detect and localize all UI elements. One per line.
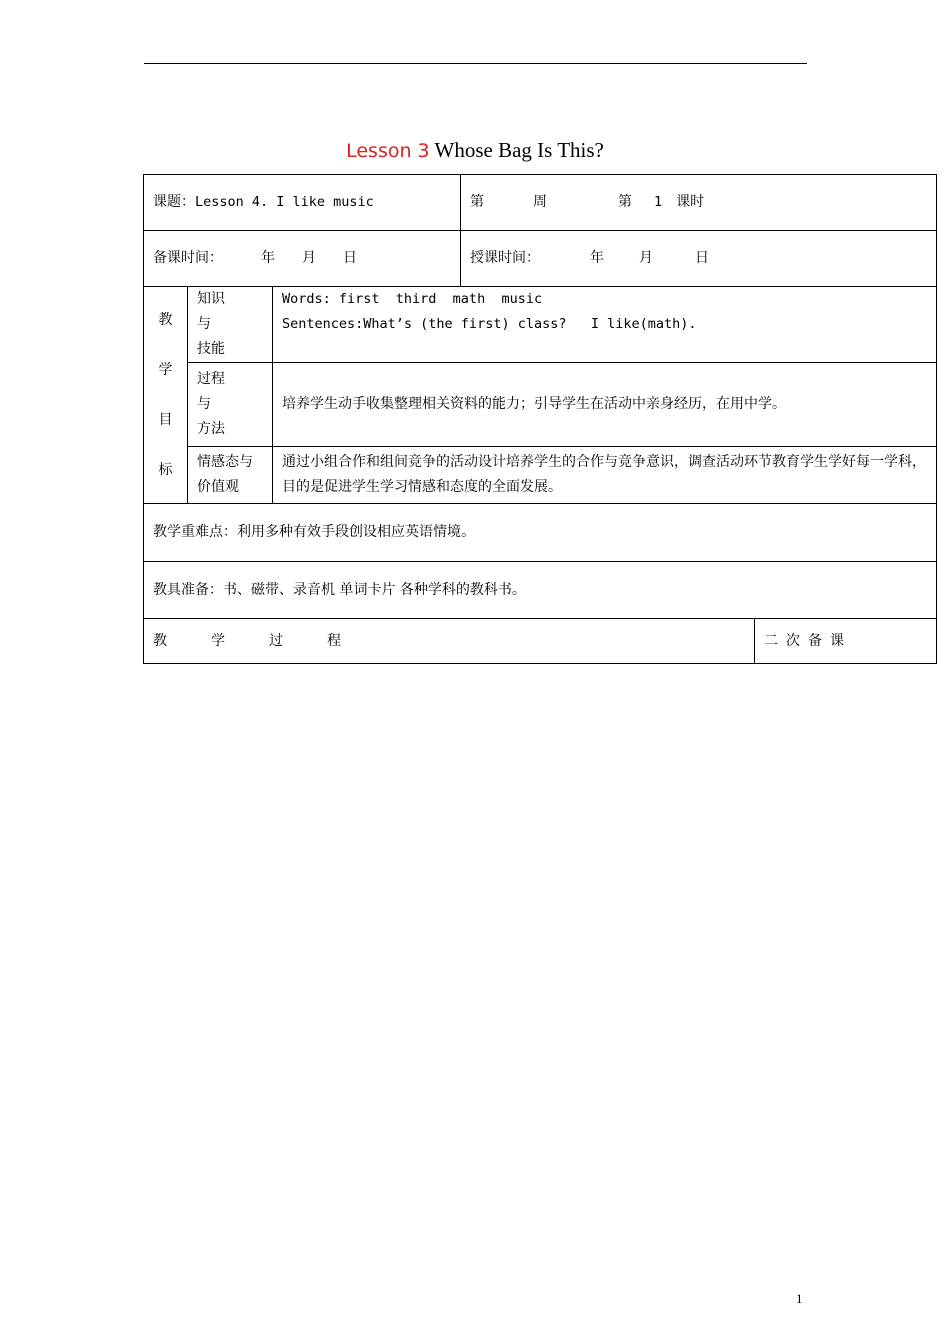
process-header-char-2: 学: [211, 632, 225, 649]
prep-time-cell: [144, 231, 461, 287]
table-row-materials: [144, 562, 937, 619]
page-number: 1: [796, 1291, 803, 1306]
week-period-cell: [461, 175, 937, 231]
materials-text: 教具准备：书、磁带、录音机 单词卡片 各种学科的教科书。: [153, 581, 526, 598]
second-prep-header-cell: [755, 619, 937, 664]
goals-char-4: 标: [158, 462, 173, 478]
process-header-char-3: 过: [269, 632, 283, 649]
second-prep-char-1: 二: [764, 632, 778, 649]
materials-cell: [144, 562, 937, 619]
process-label-3: 方法: [197, 421, 225, 437]
table-row-topic: [144, 175, 937, 231]
process-label-cell: [188, 363, 273, 447]
process-label-1: 过程: [197, 371, 225, 387]
table-row-knowledge: [144, 287, 937, 363]
table-row-emotion: [144, 447, 937, 504]
emotion-label-cell: [188, 447, 273, 504]
process-header-char-1: 教: [153, 632, 167, 649]
table-row-process-header: [144, 619, 937, 664]
process-label-2: 与: [197, 396, 211, 412]
lesson-plan-table: [143, 174, 937, 664]
prep-month: 月: [302, 250, 316, 266]
process-text: 培养学生动手收集整理相关资料的能力；引导学生在活动中亲身经历，在用中学。: [282, 396, 786, 412]
teach-time-label: 授课时间：: [470, 250, 540, 266]
second-prep-char-2: 次: [786, 632, 800, 649]
process-content-cell: [273, 363, 937, 447]
week-label-1: 第: [470, 194, 484, 210]
goals-char-1: 教: [158, 312, 173, 328]
header-rule: [144, 63, 807, 64]
table-row-key-points: [144, 504, 937, 562]
table-row-time: [144, 231, 937, 287]
goals-char-3: 目: [158, 412, 173, 428]
week-label-2: 周: [533, 194, 547, 210]
lesson-number: Lesson 3: [346, 140, 430, 162]
knowledge-sentences: Sentences:What’s (the first) class? I like(math).: [282, 316, 697, 332]
teach-year: 年: [590, 250, 604, 266]
second-prep-char-4: 课: [830, 632, 844, 649]
emotion-label-2: 价值观: [197, 479, 239, 495]
emotion-text: 通过小组合作和组间竞争的活动设计培养学生的合作与竞争意识，调查活动环节教育学生学好每一学科，目的是促进学生学习情感和态度的全面发展。: [282, 454, 926, 495]
lesson-name: Whose Bag Is This?: [434, 138, 604, 162]
prep-year: 年: [261, 250, 275, 266]
emotion-label-1: 情感态与: [197, 454, 253, 470]
topic-label: 课题：: [153, 194, 195, 210]
knowledge-label-3: 技能: [197, 341, 225, 357]
period-number: 1: [654, 194, 663, 210]
period-label-1: 第: [618, 194, 632, 210]
teach-time-cell: [461, 231, 937, 287]
process-header-cell: [144, 619, 755, 664]
period-label-2: 课时: [676, 194, 705, 210]
knowledge-label-cell: [188, 287, 273, 363]
goals-char-2: 学: [158, 362, 173, 378]
topic-cell: [144, 175, 461, 231]
process-header-char-4: 程: [327, 632, 341, 649]
second-prep-char-3: 备: [808, 632, 822, 649]
prep-time-label: 备课时间：: [153, 250, 223, 266]
table-row-process: [144, 363, 937, 447]
emotion-content-cell: [273, 447, 937, 504]
key-points-cell: [144, 504, 937, 562]
page-title: [0, 136, 950, 164]
knowledge-words: Words: first third math music: [282, 291, 543, 307]
teach-month: 月: [639, 250, 653, 266]
key-points-text: 教学重难点：利用多种有效手段创设相应英语情境。: [153, 524, 475, 540]
knowledge-content-cell: [273, 287, 937, 363]
teach-day: 日: [695, 250, 709, 266]
knowledge-label-1: 知识: [197, 291, 225, 307]
topic-value: Lesson 4. I like music: [195, 194, 374, 210]
knowledge-label-2: 与: [197, 316, 211, 332]
prep-day: 日: [343, 250, 357, 266]
goals-vertical-label: [144, 287, 188, 504]
